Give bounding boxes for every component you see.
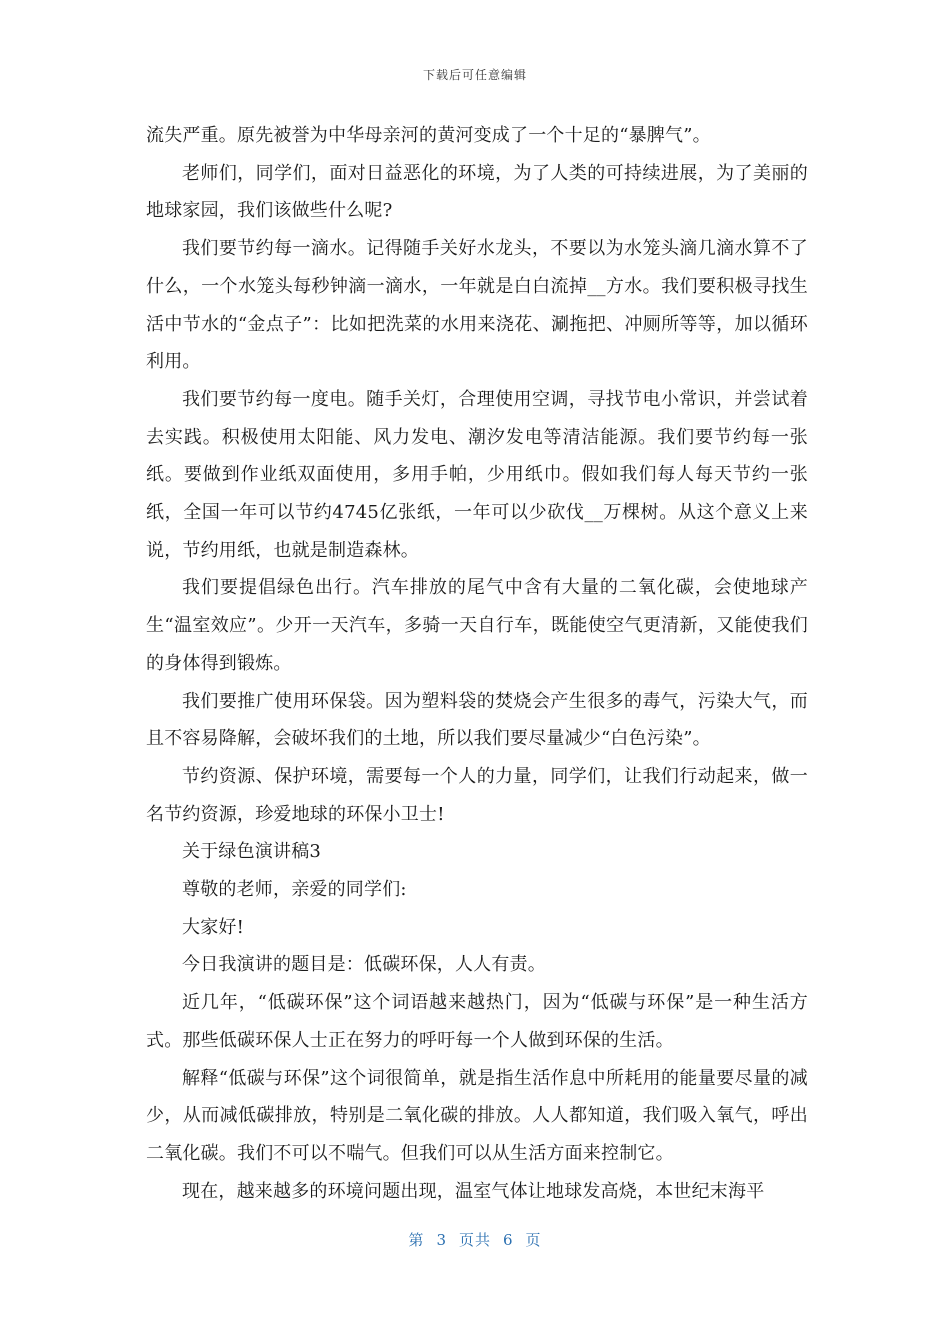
paragraph: 节约资源、保护环境，需要每一个人的力量，同学们，让我们行动起来，做一名节约资源，珍爱地球的环保小卫士!: [146, 765, 808, 825]
footer-middle: 页共: [458, 1231, 491, 1249]
paragraph: 流失严重。原先被誉为中华母亲河的黄河变成了一个十足的“暴脾气”。: [146, 125, 711, 146]
document-body: [146, 117, 808, 1210]
paragraph: 我们要节约每一度电。随手关灯，合理使用空调，寻找节电小常识，并尝试着去实践。积极使用太阳能、风力发电、潮汐发电等清洁能源。我们要节约每一张纸。要做到作业纸双面使用，多用手帕，少用纸巾。假如我们每人每天节约一张纸，全国一年可以节约4745亿张纸，一年可以少砍伐__万棵树。从这个意义上来说，节约用纸，也就是制造森林。: [146, 388, 808, 561]
paragraph: 解释“低碳与环保”这个词很简单，就是指生活作息中所耗用的能量要尽量的减少，从而减低碳排放，特别是二氧化碳的排放。人人都知道，我们吸入氧气，呼出二氧化碳。我们不可以不喘气。但我们可以从生活方面来控制它。: [146, 1067, 808, 1164]
paragraph: 现在，越来越多的环境问题出现，温室气体让地球发高烧，本世纪末海平: [182, 1180, 765, 1202]
paragraph: 今日我演讲的题目是：低碳环保，人人有责。: [182, 954, 546, 976]
salutation: 尊敬的老师，亲爱的同学们:: [182, 879, 407, 901]
greeting: 大家好!: [182, 916, 245, 938]
footer-prefix: 第: [408, 1231, 425, 1249]
page-footer: [0, 1229, 950, 1250]
current-page-number: 3: [436, 1231, 447, 1249]
footer-suffix: 页: [525, 1231, 542, 1249]
paragraph: 我们要推广使用环保袋。因为塑料袋的焚烧会产生很多的毒气，污染大气，而且不容易降解，会破坏我们的土地，所以我们要尽量减少“白色污染”。: [146, 690, 808, 750]
paragraph: 老师们，同学们，面对日益恶化的环境，为了人类的可持续进展，为了美丽的地球家园，我们该做些什么呢?: [146, 162, 808, 222]
section-title: 关于绿色演讲稿3: [182, 841, 322, 863]
paragraph: 我们要提倡绿色出行。汽车排放的尾气中含有大量的二氧化碳，会使地球产生“温室效应”。少开一天汽车，多骑一天自行车，既能使空气更清新，又能使我们的身体得到锻炼。: [146, 577, 808, 674]
page-header: [0, 66, 950, 83]
paragraph: 我们要节约每一滴水。记得随手关好水龙头，不要以为水笼头滴几滴水算不了什么，一个水笼头每秒钟滴一滴水，一年就是白白流掉__方水。我们要积极寻找生活中节水的“金点子”：比如把洗菜的水用来浇花、涮拖把、冲厕所等等，加以循环利用。: [146, 238, 808, 373]
total-page-number: 6: [503, 1231, 514, 1249]
header-note: 下载后可任意编辑: [422, 68, 527, 82]
paragraph: 近几年，“低碳环保”这个词语越来越热门，因为“低碳与环保”是一种生活方式。那些低碳环保人士正在努力的呼吁每一个人做到环保的生活。: [146, 992, 808, 1051]
